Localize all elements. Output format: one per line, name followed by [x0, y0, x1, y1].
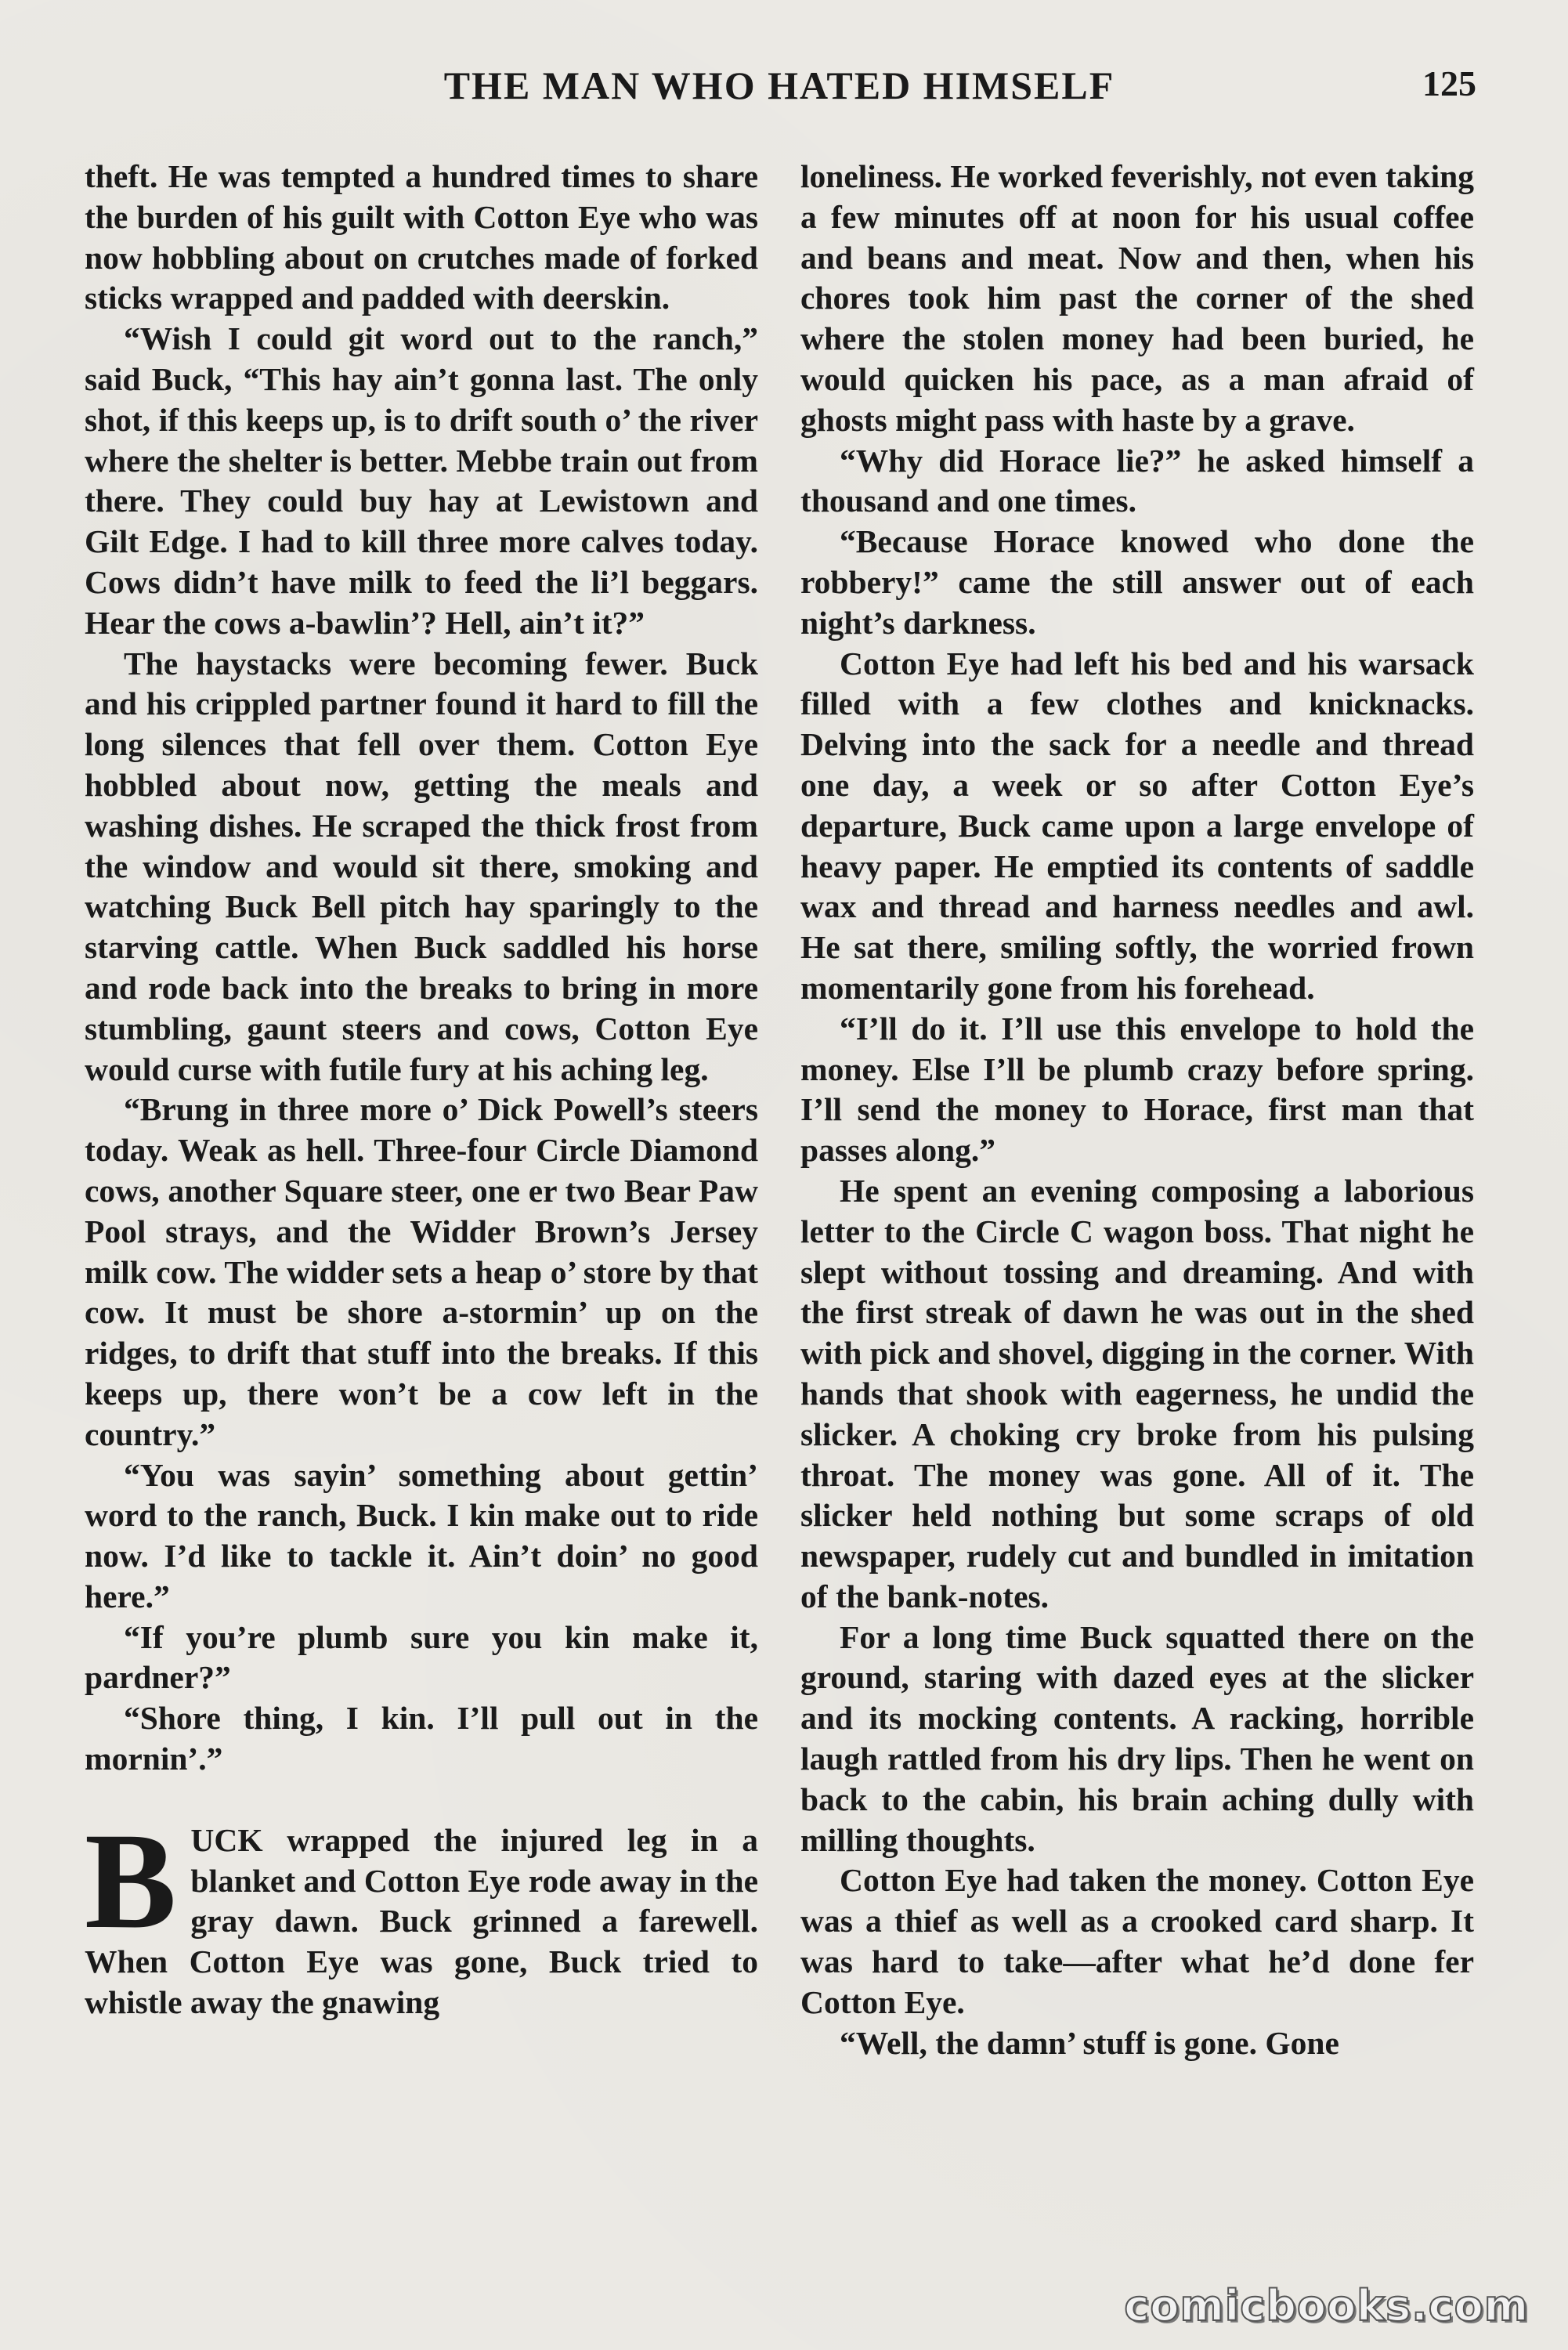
dropcap-paragraph-text: UCK wrapped the injured leg in a blanket and Cotton Eye rode away in the gray dawn. Buck grinned a farewell. When Cotton Eye was gone, Buck tried to whistle away the gnawing — [85, 1821, 758, 2021]
paragraph: “Well, the damn’ stuff is gone. Gone — [840, 2024, 1339, 2061]
dropcap-paragraph — [85, 1804, 758, 2023]
paragraph: theft. He was tempted a hundred times to share the burden of his guilt with Cotton Eye who was now hobbling about on crutches made of forked sticks wrapped and padded with deerskin. — [85, 158, 758, 316]
paragraph: Cotton Eye had left his bed and his warsack filled with a few clothes and knicknacks. Delving into the sack for a needle and thread one day, a week or so after Cotton Eye’s departure, Buck came upon a large envelope of heavy paper. He emptied its contents of saddle wax and thread and harness needles and awl. He sat there, smiling softly, the worried frown momentarily gone from his forehead. — [800, 645, 1474, 1006]
right-column — [800, 157, 1474, 2063]
page-header — [82, 63, 1476, 118]
paragraph: The haystacks were becoming fewer. Buck and his crippled partner found it hard to fill the long silences that fell over them. Cotton Eye hobbled about now, getting the meals and washing dishes. He scraped the thick frost from the window and would sit there, smoking and watching Buck Bell pitch hay sparingly to the starving cattle. When Buck saddled his horse and rode back into the breaks to bring in more stumbling, gaunt steers and cows, Cotton Eye would curse with futile fury at his aching leg. — [85, 645, 758, 1087]
paragraph: “You was sayin’ something about gettin’ word to the ranch, Buck. I kin make out to ride now. I’d like to tackle it. Ain’t doin’ no good here.” — [85, 1456, 758, 1614]
paragraph: For a long time Buck squatted there on the ground, staring with dazed eyes at the slicker and its mocking contents. A racking, horrible laugh rattled from his dry lips. Then he went on back to the cabin, his brain aching dully with milling thoughts. — [800, 1618, 1474, 1858]
running-title: THE MAN WHO HATED HIMSELF — [443, 63, 1115, 107]
paragraph: Cotton Eye had taken the money. Cotton Eye was a thief as well as a crooked card sharp. It was hard to take—after what he’d done fer Cotton Eye. — [800, 1862, 1474, 2020]
dropcap-letter: B — [85, 1804, 177, 1958]
paragraph: loneliness. He worked feverishly, not even taking a few minutes off at noon for his usual coffee and beans and meat. Now and then, when his chores took him past the corner of the shed where the stolen money had been buried, he would quicken his pace, as a man afraid of ghosts might pass with haste by a grave. — [800, 158, 1474, 438]
paragraph: “Because Horace knowed who done the robbery!” came the still answer out of each night’s darkness. — [800, 523, 1474, 641]
left-column — [85, 157, 758, 2023]
paragraph: “I’ll do it. I’ll use this envelope to hold the money. Else I’ll be plumb crazy before spring. I’ll send the money to Horace, first man that passes along.” — [800, 1010, 1474, 1169]
paragraph: “If you’re plumb sure you kin make it, pardner?” — [85, 1618, 758, 1696]
watermark: comicbooks.com — [1124, 2281, 1529, 2330]
paragraph: He spent an evening composing a laborious letter to the Circle C wagon boss. That night he slept without tossing and dreaming. And with the first streak of dawn he was out in the shed with pick and shovel, digging in the corner. With hands that shook with eagerness, he undid the slicker. A choking cry broke from his pulsing throat. The money was gone. All of it. The slicker held nothing but some scraps of old newspaper, rudely cut and bundled in imitation of the bank-notes. — [800, 1172, 1474, 1614]
paragraph: “Why did Horace lie?” he asked himself a thousand and one times. — [800, 442, 1474, 519]
paragraph: “Wish I could git word out to the ranch,” said Buck, “This hay ain’t gonna last. The only shot, if this keeps up, is to drift south o’ the river where the shelter is better. Mebbe train out from there. They could buy hay at Lewistown and Gilt Edge. I had to kill three more calves today. Cows didn’t have milk to feed the li’l beggars. Hear the cows a-bawlin’? Hell, ain’t it?” — [85, 320, 758, 641]
paragraph: “Shore thing, I kin. I’ll pull out in the mornin’.” — [85, 1700, 758, 1777]
paragraph: “Brung in three more o’ Dick Powell’s steers today. Weak as hell. Three-four Circle Diamond cows, another Square steer, one er two Bear Paw Pool strays, and the Widder Brown’s Jersey milk cow. The widder sets a heap o’ store by that cow. It must be shore a-stormin’ up on the ridges, to drift that stuff into the breaks. If this keeps up, there won’t be a cow left in the country.” — [85, 1091, 758, 1452]
page-number: 125 — [1422, 63, 1476, 103]
